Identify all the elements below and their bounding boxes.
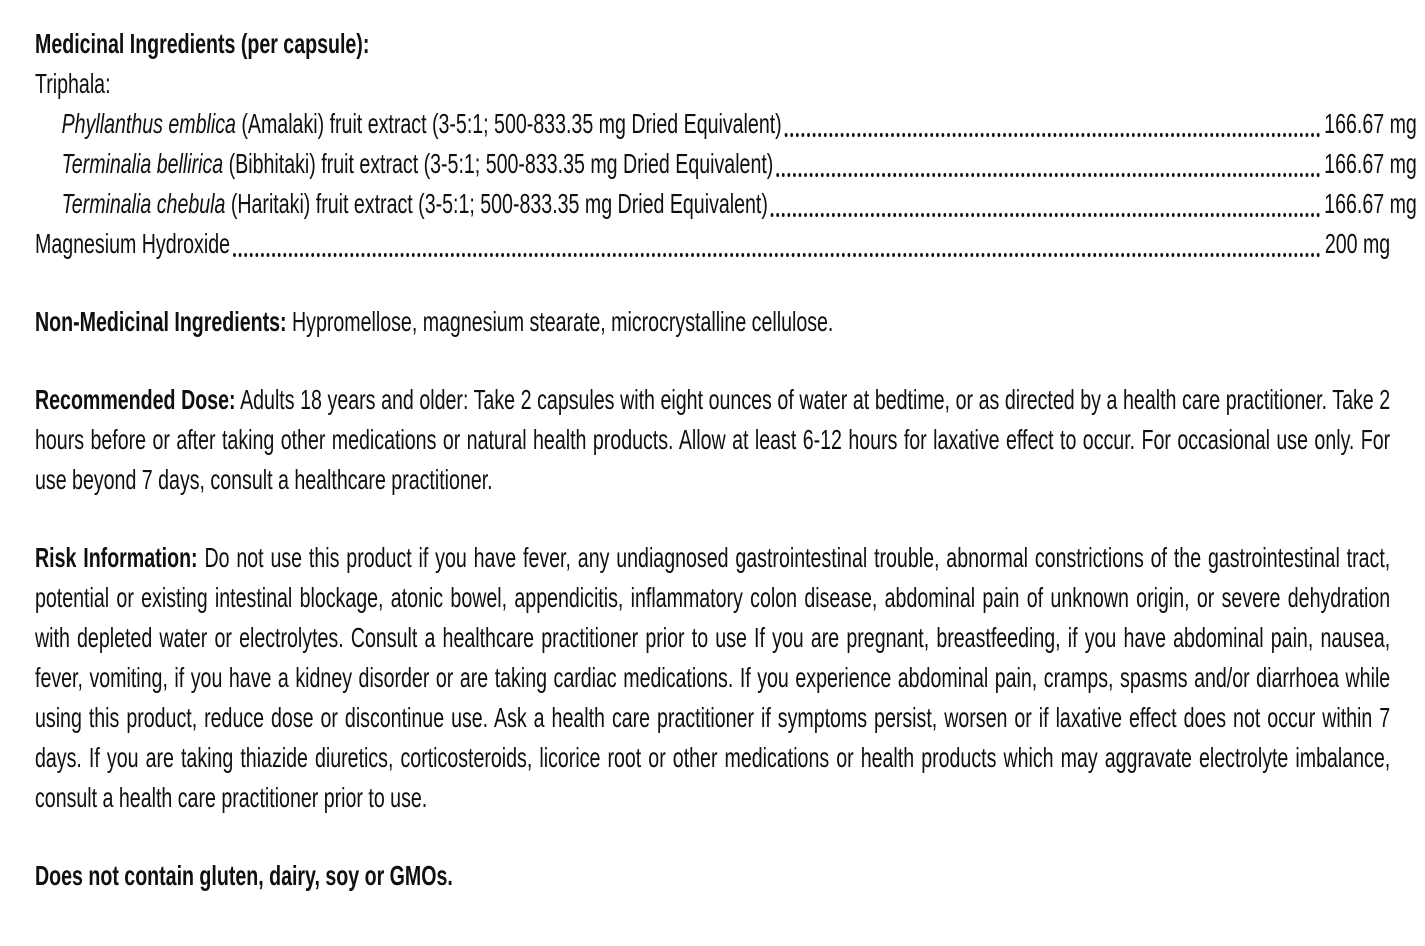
ingredient-row-haritaki: [35, 184, 1417, 224]
non-medicinal-text: Hypromellose, magnesium stearate, microcrystalline cellulose.: [291, 306, 834, 337]
ingredient-description: Magnesium Hydroxide: [35, 228, 231, 259]
recommended-dose-section: [35, 380, 1390, 500]
dot-leader: [776, 173, 1320, 177]
ingredient-name: [35, 224, 230, 264]
ingredient-name: [62, 144, 774, 184]
recommended-dose-label: Recommended Dose:: [35, 384, 236, 415]
supplement-facts-document: [35, 24, 1417, 896]
triphala-group-label: Triphala:: [35, 68, 111, 99]
risk-information-section: [35, 538, 1390, 818]
ingredient-amount: 166.67 mg: [1324, 108, 1417, 139]
ingredient-row-bibhitaki: [35, 144, 1417, 184]
ingredient-amount: 166.67 mg: [1324, 148, 1417, 179]
risk-information-text: Do not use this product if you have fever, any undiagnosed gastrointestinal trouble, abnormal constrictions of the gastrointestinal tract, potential or existing intestinal blockage, atonic bowel, appendicitis, inflammatory colon disease, abdominal pain of unknown origin, or severe dehydration with depleted water or electrolytes. Consult a healthcare practitioner prior to use If you are pregnant, breastfeeding, if you have abdominal pain, nausea, fever, vomiting, if you have a kidney disorder or are taking cardiac medications. If you experience abdominal pain, cramps, spasms and/or diarrhoea while using this product, reduce dose or discontinue use. Ask a health care practitioner if symptoms persist, worsen or if laxative effect does not occur within 7 days. If you are taking thiazide diuretics, corticosteroids, licorice root or other medications or health products which may aggravate electrolyte imbalance, consult a health care practitioner prior to use.: [35, 542, 1391, 813]
dot-leader: [771, 213, 1320, 217]
ingredient-amount: 200 mg: [1324, 228, 1391, 259]
risk-information-label: Risk Information:: [35, 542, 198, 573]
ingredient-name: [62, 104, 782, 144]
ingredient-description: (Bibhitaki) fruit extract (3-5:1; 500-833.35 mg Dried Equivalent): [228, 148, 774, 179]
latin-name: Terminalia chebula: [61, 188, 226, 219]
ingredient-row-magnesium-hydroxide: [35, 224, 1390, 264]
ingredient-description: (Haritaki) fruit extract (3-5:1; 500-833.35 mg Dried Equivalent): [230, 188, 768, 219]
ingredient-amount: 166.67 mg: [1324, 188, 1417, 219]
ingredient-row-amalaki: [35, 104, 1417, 144]
ingredient-name: [62, 184, 768, 224]
recommended-dose-text: Adults 18 years and older: Take 2 capsules with eight ounces of water at bedtime, or as directed by a health care practitioner. Take 2 hours before or after taking other medications or natural health products. Allow at least 6-12 hours for laxative effect to occur. For occasional use only. For use beyond 7 days, consult a healthcare practitioner.: [35, 384, 1391, 495]
ingredient-description: (Amalaki) fruit extract (3-5:1; 500-833.35 mg Dried Equivalent): [241, 108, 782, 139]
latin-name: Terminalia bellirica: [61, 148, 224, 179]
non-medicinal-ingredients-section: [35, 302, 1390, 342]
allergen-free-statement: Does not contain gluten, dairy, soy or GMOs.: [35, 860, 453, 891]
dot-leader: [233, 253, 1321, 257]
medicinal-ingredients-heading: Medicinal Ingredients (per capsule):: [35, 28, 370, 59]
dot-leader: [784, 133, 1319, 137]
latin-name: Phyllanthus emblica: [61, 108, 236, 139]
non-medicinal-label: Non-Medicinal Ingredients:: [35, 306, 287, 337]
